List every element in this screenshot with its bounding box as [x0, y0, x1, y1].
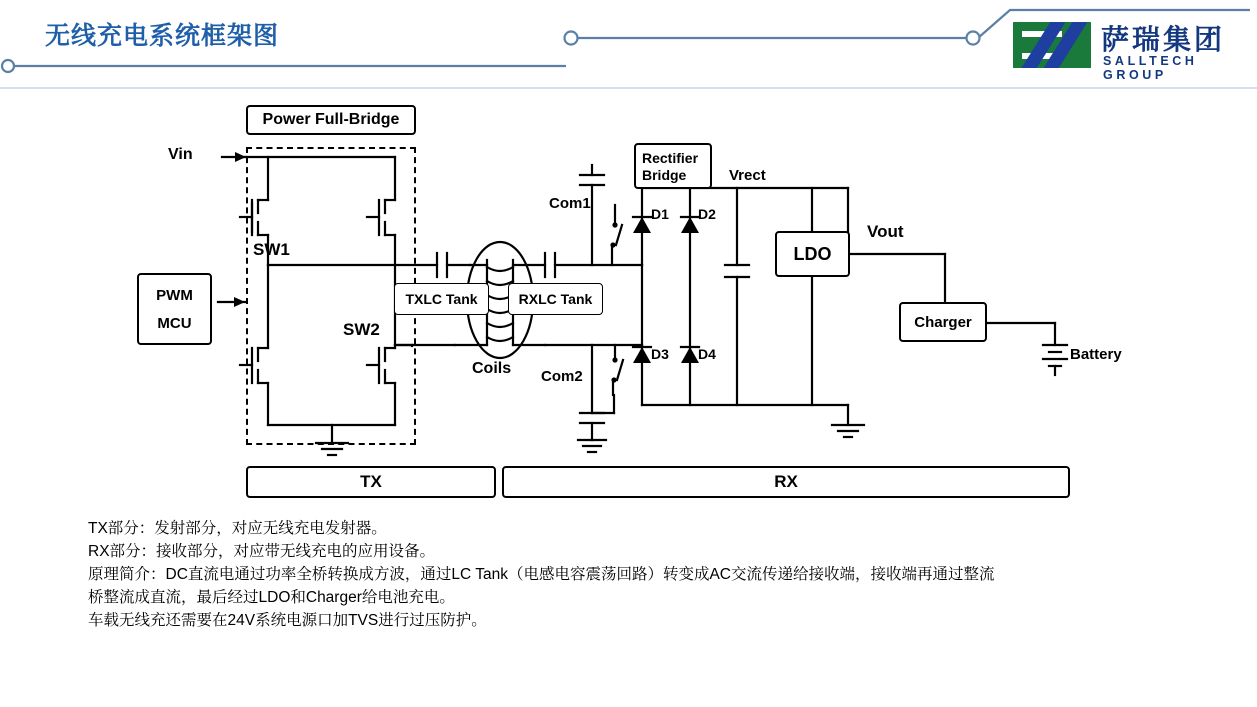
coils-label: Coils	[472, 360, 512, 377]
rx-section-box: RX	[502, 466, 1070, 498]
com2-label: Com2	[541, 368, 583, 385]
page-title: 无线充电系统框架图	[45, 22, 280, 50]
power-full-bridge-label-box: Power Full-Bridge	[246, 105, 416, 135]
note-line-4: 桥整流成直流，最后经过LDO和Charger给电池充电。	[88, 589, 455, 606]
sw2-label: SW2	[343, 320, 380, 339]
vout-label: Vout	[867, 222, 904, 241]
notes-block	[88, 518, 1208, 633]
note-line-1: TX部分：发射部分，对应无线充电发射器。	[88, 520, 387, 537]
rectifier-label-line1: Rectifier	[642, 149, 699, 166]
note-line-3: 原理简介：DC直流电通过功率全桥转换成方波，通过LC Tank（电感电容震荡回路）转变成AC交流传递给接收端，接收端再通过整流	[88, 566, 995, 583]
ldo-box: LDO	[775, 231, 850, 277]
sw1-label: SW1	[253, 240, 290, 259]
d4-label: D4	[698, 346, 716, 362]
company-logo	[1013, 18, 1245, 82]
rxlc-tank-box: RXLC Tank	[508, 283, 603, 315]
com1-label: Com1	[549, 195, 591, 212]
block-diagram	[0, 95, 1257, 515]
charger-box: Charger	[899, 302, 987, 342]
rectifier-bridge-box	[634, 143, 712, 189]
rectifier-label-line2: Bridge	[642, 166, 687, 183]
logo-name-cn: 萨瑞集团	[1101, 24, 1226, 55]
note-line-5: 车载无线充还需要在24V系统电源口加TVS进行过压防护。	[88, 612, 487, 629]
vin-label: Vin	[168, 146, 193, 163]
pwm-label: PWM	[156, 286, 193, 304]
logo-mark-icon	[1013, 22, 1091, 68]
power-full-bridge-boundary	[246, 147, 416, 445]
note-line-2: RX部分：接收部分，对应带无线充电的应用设备。	[88, 543, 436, 560]
battery-label: Battery	[1070, 346, 1122, 363]
vrect-label: Vrect	[729, 167, 766, 184]
d3-label: D3	[651, 346, 669, 362]
tx-section-box: TX	[246, 466, 496, 498]
logo-name-en: SALLTECH GROUP	[1103, 54, 1198, 82]
txlc-tank-box: TXLC Tank	[394, 283, 489, 315]
pwm-mcu-box	[137, 273, 212, 345]
d1-label: D1	[651, 206, 669, 222]
d2-label: D2	[698, 206, 716, 222]
mcu-label: MCU	[157, 314, 192, 332]
